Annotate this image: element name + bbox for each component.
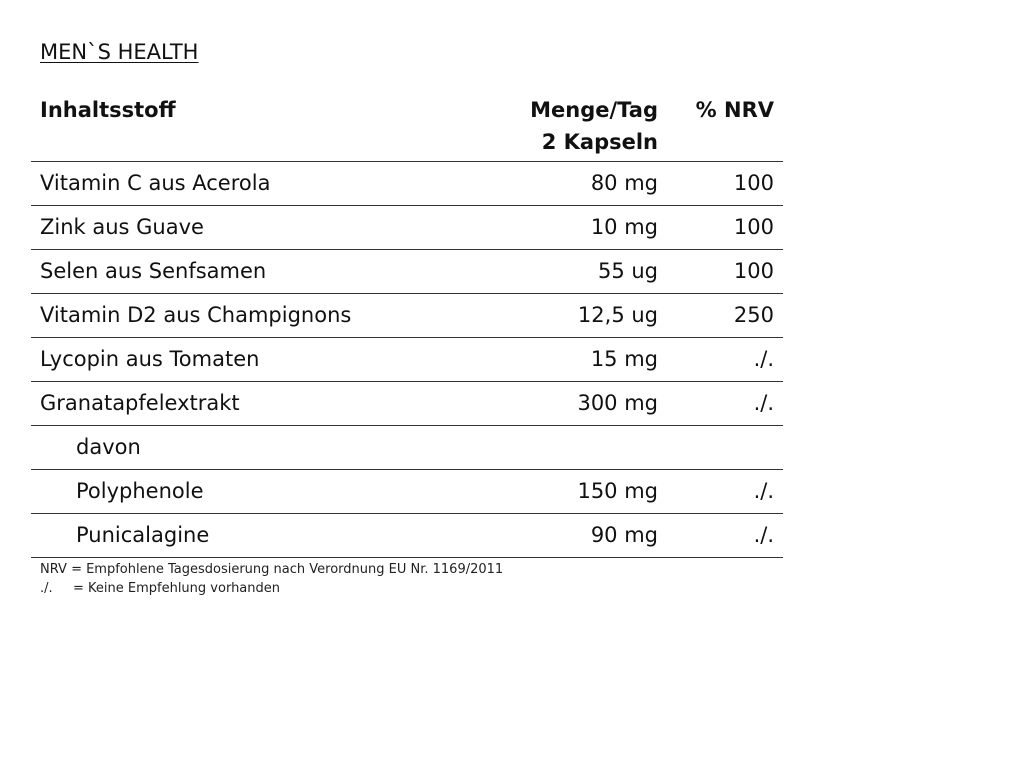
header-ingredient: Inhaltsstoff — [40, 98, 176, 122]
ingredient-nrv: 100 — [733, 259, 774, 283]
table-row — [31, 294, 783, 338]
ingredient-name: Polyphenole — [76, 479, 204, 503]
ingredient-amount: 10 mg — [590, 215, 658, 239]
table-row — [31, 338, 783, 382]
table-row — [31, 382, 783, 426]
header-amount-line2: 2 Kapseln — [541, 130, 658, 154]
ingredient-nrv: 250 — [733, 303, 774, 327]
ingredient-name: Vitamin C aus Acerola — [40, 171, 271, 195]
ingredient-nrv: 100 — [733, 215, 774, 239]
ingredient-amount: 80 mg — [590, 171, 658, 195]
footnote-none-text: = Keine Empfehlung vorhanden — [73, 581, 280, 596]
ingredient-name: Zink aus Guave — [40, 215, 204, 239]
table-header — [31, 90, 783, 162]
ingredient-amount: 15 mg — [590, 347, 658, 371]
ingredient-amount: 300 mg — [577, 391, 658, 415]
ingredient-amount: 55 ug — [597, 259, 658, 283]
header-amount-line1: Menge/Tag — [530, 98, 658, 122]
nutrition-table — [31, 90, 783, 558]
footnote-nrv: NRV = Empfohlene Tagesdosierung nach Verordnung EU Nr. 1169/2011 — [40, 562, 504, 577]
ingredient-nrv: ./. — [753, 347, 774, 371]
ingredient-nrv: 100 — [733, 171, 774, 195]
table-row — [31, 426, 783, 470]
page-title: MEN`S HEALTH — [40, 40, 199, 64]
table-row — [31, 162, 783, 206]
ingredient-name: Lycopin aus Tomaten — [40, 347, 260, 371]
table-row — [31, 514, 783, 558]
table-row — [31, 470, 783, 514]
ingredient-name: Granatapfelextrakt — [40, 391, 240, 415]
ingredient-nrv: ./. — [753, 479, 774, 503]
ingredient-name: Selen aus Senfsamen — [40, 259, 267, 283]
ingredient-name: Punicalagine — [76, 523, 210, 547]
ingredient-name: davon — [76, 435, 141, 459]
ingredient-amount: 90 mg — [590, 523, 658, 547]
header-nrv: % NRV — [695, 98, 774, 122]
ingredient-nrv: ./. — [753, 523, 774, 547]
footnote-none — [40, 579, 503, 598]
table-row — [31, 206, 783, 250]
footnotes — [40, 560, 503, 598]
ingredient-amount: 150 mg — [577, 479, 658, 503]
ingredient-amount: 12,5 ug — [577, 303, 658, 327]
table-row — [31, 250, 783, 294]
ingredient-name: Vitamin D2 aus Champignons — [40, 303, 352, 327]
ingredient-nrv: ./. — [753, 391, 774, 415]
footnote-none-key: ./. — [40, 581, 53, 596]
header-amount — [530, 94, 658, 158]
